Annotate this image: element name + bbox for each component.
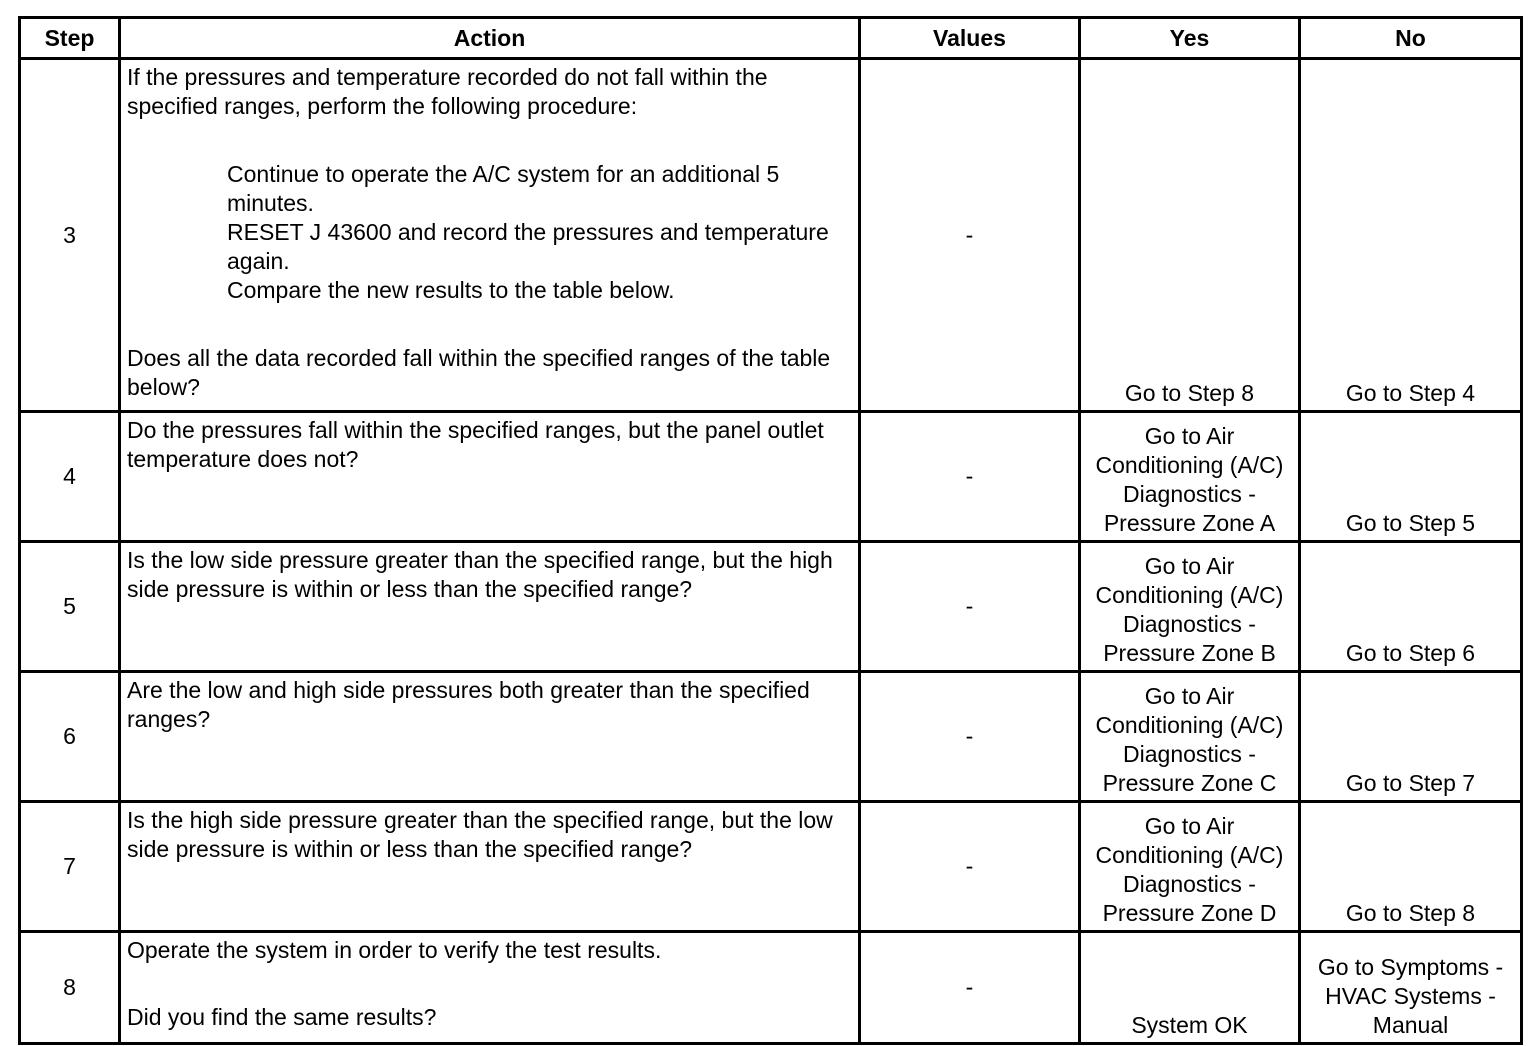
no-cell: Go to Symptoms - HVAC Systems - Manual xyxy=(1300,932,1522,1044)
yes-cell: Go to Air Conditioning (A/C) Diagnostics - Pressure Zone D xyxy=(1080,802,1300,932)
values-cell: - xyxy=(860,802,1080,932)
yes-cell: Go to Air Conditioning (A/C) Diagnostics - Pressure Zone A xyxy=(1080,412,1300,542)
action-intro: Operate the system in order to verify the test results. xyxy=(127,937,662,963)
action-question: Did you find the same results? xyxy=(127,1004,437,1030)
procedure-step: Compare the new results to the table below. xyxy=(227,277,675,303)
yes-cell: Go to Air Conditioning (A/C) Diagnostics - Pressure Zone C xyxy=(1080,672,1300,802)
header-row xyxy=(20,18,1522,59)
yes-cell: System OK xyxy=(1080,932,1300,1044)
action-cell: Is the high side pressure greater than the specified range, but the low side pressure is within or less than the specified range? xyxy=(120,802,860,932)
yes-cell: Go to Step 8 xyxy=(1080,59,1300,412)
no-cell: Go to Step 6 xyxy=(1300,542,1522,672)
table-row xyxy=(20,59,1522,412)
table-row xyxy=(20,412,1522,542)
action-cell xyxy=(120,932,860,1044)
header-yes: Yes xyxy=(1080,18,1300,59)
values-cell: - xyxy=(860,672,1080,802)
header-step: Step xyxy=(20,18,120,59)
no-cell: Go to Step 5 xyxy=(1300,412,1522,542)
values-cell: - xyxy=(860,59,1080,412)
step-number: 3 xyxy=(20,59,120,412)
values-cell: - xyxy=(860,932,1080,1044)
table-row xyxy=(20,542,1522,672)
values-cell: - xyxy=(860,412,1080,542)
header-action: Action xyxy=(120,18,860,59)
values-cell: - xyxy=(860,542,1080,672)
action-cell: Is the low side pressure greater than the specified range, but the high side pressure is within or less than the specified range? xyxy=(120,542,860,672)
table-row xyxy=(20,932,1522,1044)
action-cell xyxy=(120,59,860,412)
header-values: Values xyxy=(860,18,1080,59)
no-cell: Go to Step 4 xyxy=(1300,59,1522,412)
procedure-step: Continue to operate the A/C system for an additional 5 minutes. xyxy=(227,161,780,216)
step-number: 6 xyxy=(20,672,120,802)
yes-cell: Go to Air Conditioning (A/C) Diagnostics - Pressure Zone B xyxy=(1080,542,1300,672)
step-number: 5 xyxy=(20,542,120,672)
no-cell: Go to Step 8 xyxy=(1300,802,1522,932)
table-row xyxy=(20,672,1522,802)
step-number: 4 xyxy=(20,412,120,542)
procedure-step: RESET J 43600 and record the pressures and temperature again. xyxy=(227,219,829,274)
action-intro: If the pressures and temperature recorded do not fall within the specified ranges, perform the following procedure: xyxy=(127,64,768,119)
action-cell: Do the pressures fall within the specified ranges, but the panel outlet temperature does not? xyxy=(120,412,860,542)
diagnostic-table xyxy=(18,16,1523,1045)
step-number: 8 xyxy=(20,932,120,1044)
action-cell: Are the low and high side pressures both greater than the specified ranges? xyxy=(120,672,860,802)
no-cell: Go to Step 7 xyxy=(1300,672,1522,802)
header-no: No xyxy=(1300,18,1522,59)
table-row xyxy=(20,802,1522,932)
action-question: Does all the data recorded fall within the specified ranges of the table below? xyxy=(127,345,831,400)
step-number: 7 xyxy=(20,802,120,932)
